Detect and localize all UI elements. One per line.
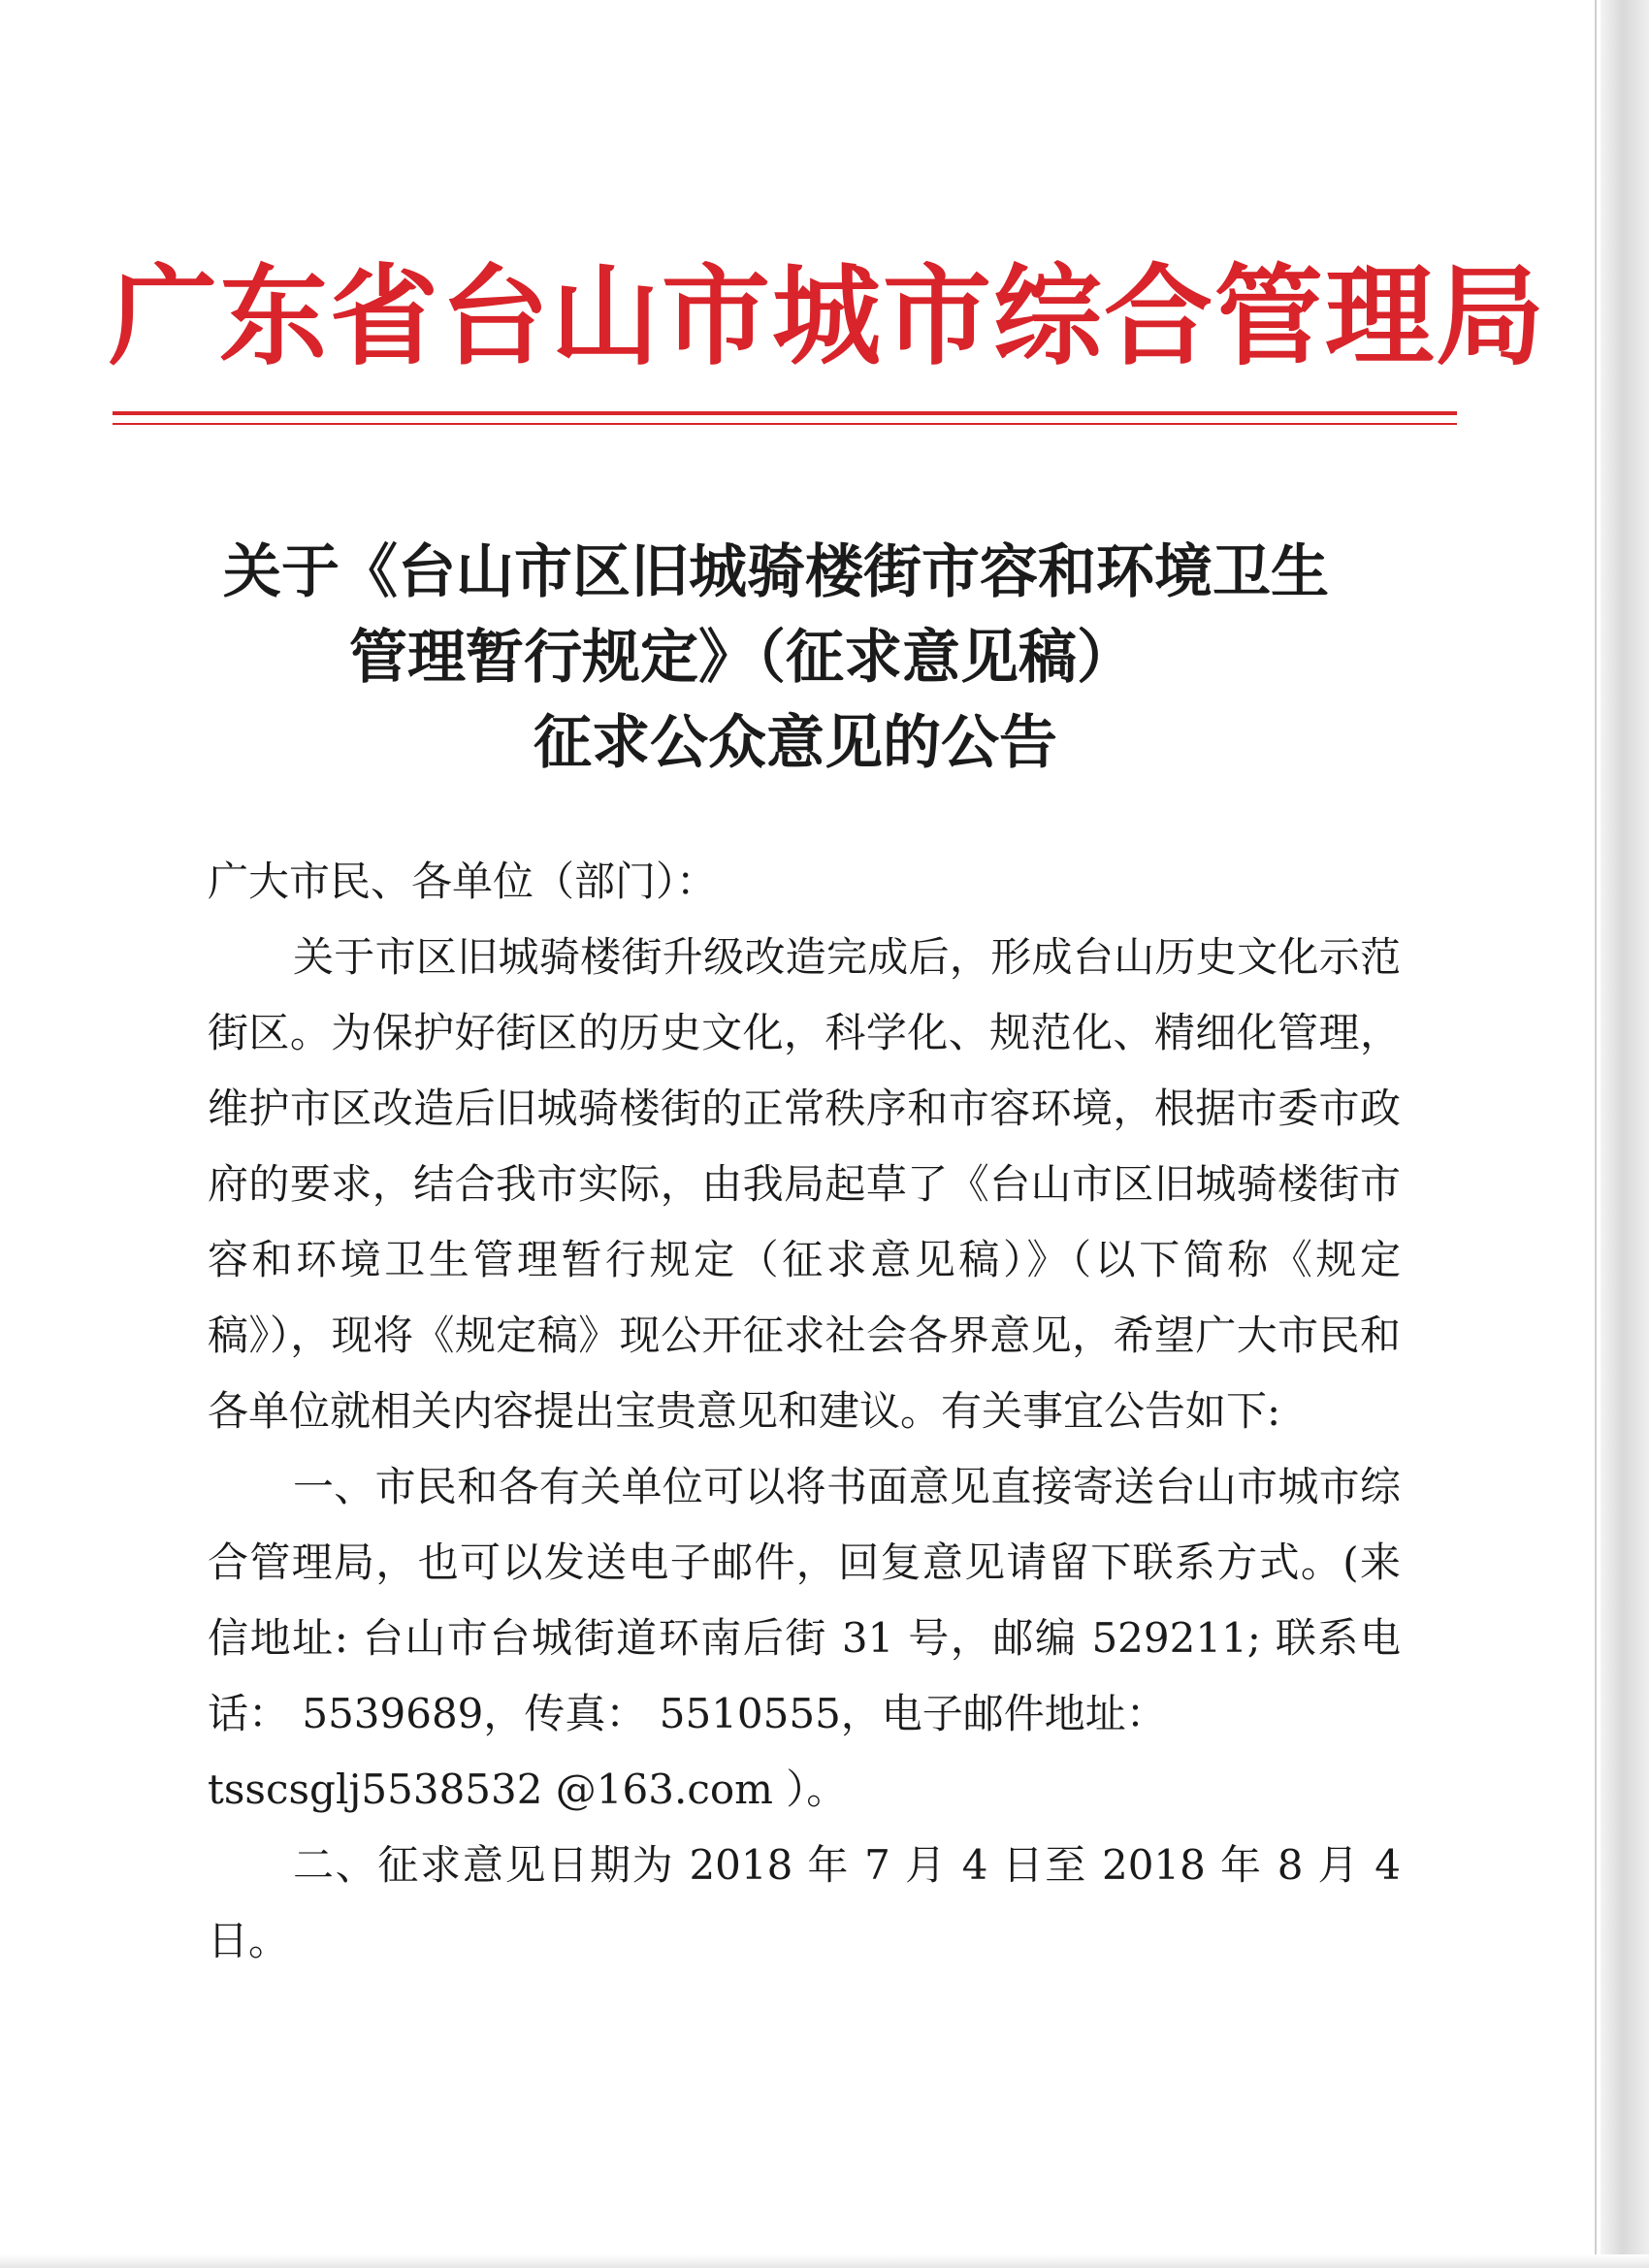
title-line-1: 关于《台山市区旧城骑楼街市容和环境卫生: [223, 538, 1329, 606]
email-address: tsscsglj5538532 @163.com ）。: [208, 1766, 848, 1813]
scan-bottom-shadow: [0, 2254, 1649, 2268]
item-1-paragraph: 一、市民和各有关单位可以将书面意见直接寄送台山市城市综合管理局，也可以发送电子邮件，回复意见请留下联系方式。(来信地址: 台山市台城街道环南后街 31 号，邮编 529211; 联系电话： 5539689，传真： 5510555，电子邮件地址：: [208, 1463, 1401, 1737]
letterhead-rule-thin: [113, 423, 1457, 425]
letterhead-title: 广东省台山市城市综合管理局: [109, 253, 1546, 380]
intro-paragraph: 关于市区旧城骑楼街升级改造完成后，形成台山历史文化示范街区。为保护好街区的历史文化，科学化、规范化、精细化管理，维护市区改造后旧城骑楼街的正常秩序和市容环境，根据市委市政府的要求，结合我市实际，由我局起草了《台山市区旧城骑楼街市容和环境卫生管理暂行规定（征求意见稿）》（以下简称《规定稿》），现将《规定稿》现公开征求社会各界意见，希望广大市民和各单位就相关内容提出宝贵意见和建议。有关事宜公告如下:: [208, 933, 1401, 1435]
document-title: [146, 530, 1504, 786]
scan-edge-shadow: [1600, 0, 1649, 2268]
item-2-paragraph: 二、征求意见日期为 2018 年 7 月 4 日至 2018 年 8 月 4 日。: [208, 1841, 1401, 1964]
document-body: [208, 844, 1401, 1979]
salutation: 广大市民、各单位（部门）：: [208, 858, 718, 905]
title-line-2: 管理暂行规定》（征求意见稿）: [349, 624, 1135, 692]
letterhead-rule-thick: [113, 411, 1457, 415]
scan-edge-line: [1595, 0, 1597, 2268]
title-line-3: 征求公众意见的公告: [534, 709, 1057, 777]
